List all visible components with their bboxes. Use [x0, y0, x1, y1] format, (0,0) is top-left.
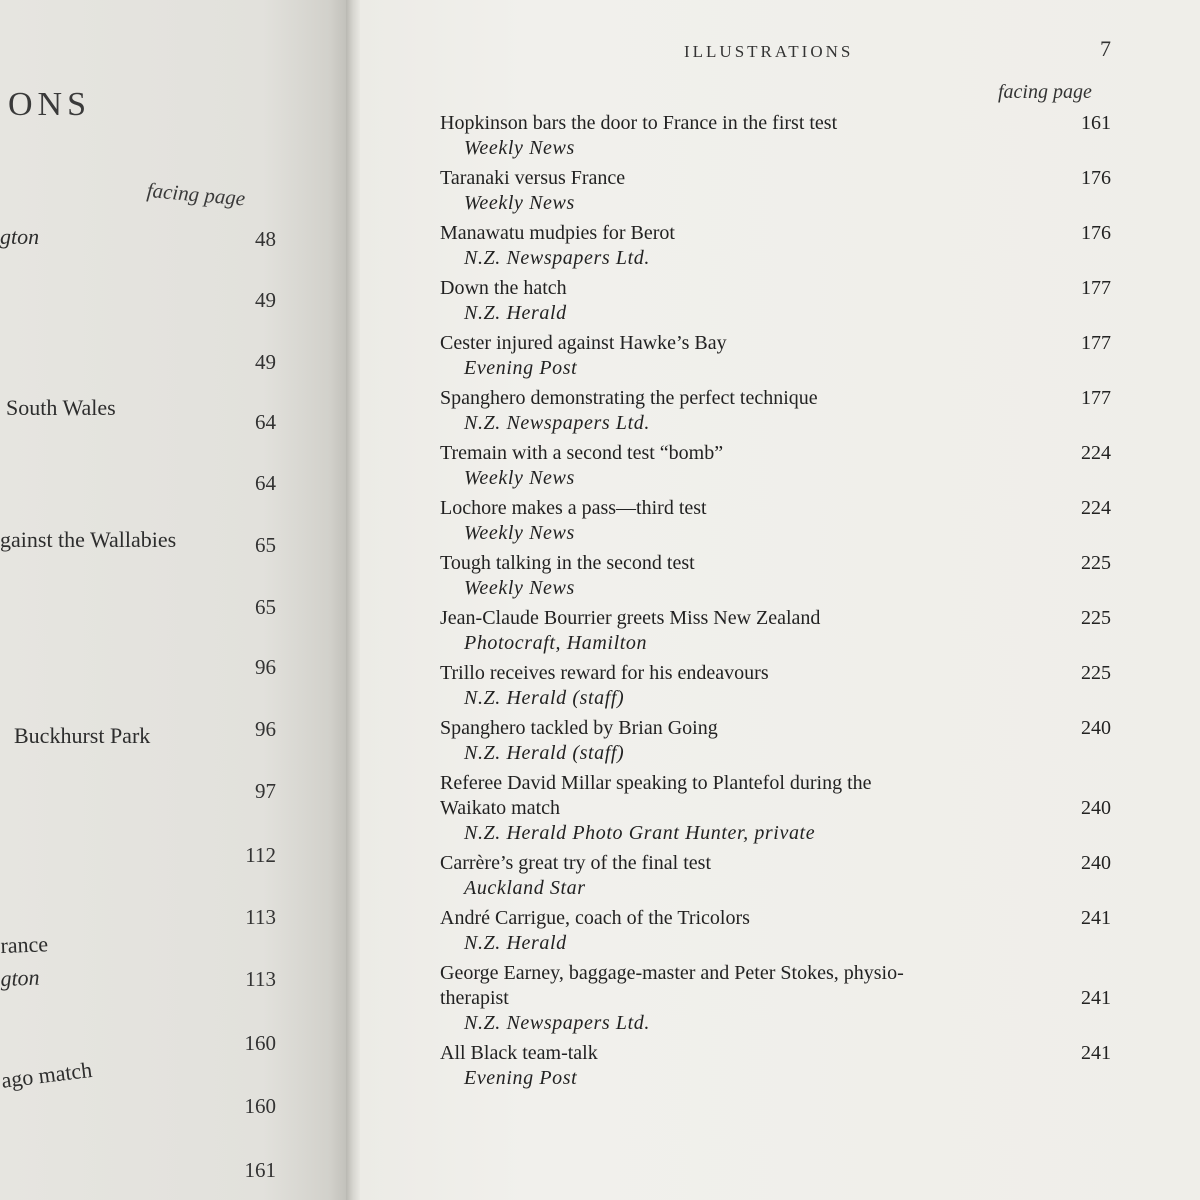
left-entry-page-number: 65: [255, 533, 276, 557]
photo-credit: Evening Post: [464, 357, 578, 379]
illustration-entry: [440, 606, 1115, 656]
left-entry-page-number: 49: [255, 350, 276, 374]
photo-credit: N.Z. Newspapers Ltd.: [464, 412, 650, 434]
illustration-entry: [440, 771, 1115, 846]
left-page-heading: ONS: [8, 86, 92, 123]
illustration-title: Tremain with a second test “bomb”: [440, 442, 724, 464]
left-entry-text: Buckhurst Park: [14, 723, 151, 748]
illustration-title: Spanghero demonstrating the perfect technique: [440, 387, 818, 409]
illustration-title: André Carrigue, coach of the Tricolors: [440, 907, 750, 929]
photo-credit: Weekly News: [464, 137, 575, 159]
left-entry-page-number: 96: [255, 717, 276, 741]
facing-page-number: 176: [1081, 167, 1111, 189]
facing-page-number: 241: [1081, 1042, 1111, 1064]
illustration-title-row: [440, 551, 1115, 576]
facing-page-number: 224: [1081, 497, 1111, 519]
left-entry-page-number: 64: [255, 471, 276, 495]
illustration-title-row: [440, 1041, 1115, 1066]
illustration-title: Lochore makes a pass—third test: [440, 497, 707, 519]
facing-page-number: 240: [1081, 717, 1111, 739]
illustration-title-row: [440, 111, 1115, 136]
illustration-title-row: [440, 606, 1115, 631]
facing-page-number: 224: [1081, 442, 1111, 464]
left-entry-page-number: 112: [245, 843, 276, 867]
illustration-title-row: [440, 276, 1115, 301]
left-entry-page-number: 65: [255, 595, 276, 619]
left-entry-page-number: 97: [255, 779, 276, 803]
left-entry-page-number: 161: [244, 1158, 276, 1182]
left-entry-page-number: 64: [255, 410, 276, 434]
illustration-title: Referee David Millar speaking to Plantefol during the: [440, 772, 872, 794]
illustration-title-row: [440, 716, 1115, 741]
illustration-title-row: [440, 496, 1115, 521]
illustration-title: Carrère’s great try of the final test: [440, 852, 711, 874]
photo-credit: Photocraft, Hamilton: [464, 632, 648, 654]
left-entry-page-number: 113: [245, 967, 276, 991]
facing-page-number: 176: [1081, 222, 1111, 244]
illustration-title: Spanghero tackled by Brian Going: [440, 717, 718, 739]
left-page: [0, 0, 350, 1200]
facing-page-number: 225: [1081, 662, 1111, 684]
illustration-entry: [440, 166, 1115, 216]
facing-page-number: 225: [1081, 607, 1111, 629]
illustration-entry: [440, 851, 1115, 901]
illustration-entry: [440, 331, 1115, 381]
illustration-entry: [440, 961, 1115, 1036]
illustration-title-row: [440, 441, 1115, 466]
left-entry-page-number: 49: [255, 288, 276, 312]
left-entry-text: rance: [0, 931, 49, 958]
illustration-entry: [440, 551, 1115, 601]
facing-page-number: 177: [1081, 332, 1111, 354]
facing-page-number: 240: [1081, 797, 1111, 819]
illustration-title-row: [440, 331, 1115, 356]
illustration-title-row: [440, 661, 1115, 686]
illustration-title-row: [440, 986, 1115, 1011]
illustration-title: Taranaki versus France: [440, 167, 626, 189]
left-entry-text: South Wales: [6, 395, 116, 420]
facing-page-number: 161: [1081, 112, 1111, 134]
illustration-title: All Black team-talk: [440, 1042, 598, 1064]
photo-credit: N.Z. Newspapers Ltd.: [464, 247, 650, 269]
photo-credit: Weekly News: [464, 467, 575, 489]
illustration-entry: [440, 716, 1115, 766]
illustration-title-row: [440, 771, 1115, 796]
illustration-title: Tough talking in the second test: [440, 552, 695, 574]
photo-credit: Weekly News: [464, 522, 575, 544]
illustration-title: Down the hatch: [440, 277, 567, 299]
illustration-title-row: [440, 851, 1115, 876]
photo-credit: Evening Post: [464, 1067, 578, 1089]
photo-credit: N.Z. Herald (staff): [464, 742, 625, 764]
illustrations-list: [440, 111, 1115, 1096]
left-entry-page-number: 113: [245, 905, 276, 929]
left-entry-page-number: 96: [255, 655, 276, 679]
illustration-title-row: [440, 221, 1115, 246]
facing-page-number: 240: [1081, 852, 1111, 874]
illustration-title: Manawatu mudpies for Berot: [440, 222, 675, 244]
left-page-facing-label: facing page: [145, 178, 247, 211]
facing-page-number: 177: [1081, 277, 1111, 299]
illustration-entry: [440, 276, 1115, 326]
photo-credit: Auckland Star: [464, 877, 586, 899]
illustration-title-row: [440, 166, 1115, 191]
illustration-title: therapist: [440, 987, 509, 1009]
running-header: ILLUSTRATIONS: [684, 42, 854, 61]
photo-credit: N.Z. Newspapers Ltd.: [464, 1012, 650, 1034]
illustration-title-row: [440, 796, 1115, 821]
illustration-entry: [440, 111, 1115, 161]
left-entry-page-number: 160: [244, 1031, 276, 1055]
facing-page-number: 241: [1081, 907, 1111, 929]
illustration-entry: [440, 386, 1115, 436]
left-entry-page-number: 160: [244, 1094, 276, 1118]
illustration-title-row: [440, 961, 1115, 986]
illustration-title-row: [440, 386, 1115, 411]
facing-page-number: 177: [1081, 387, 1111, 409]
left-entry-text: ago match: [0, 1056, 94, 1093]
photo-credit: N.Z. Herald (staff): [464, 687, 625, 709]
illustration-entry: [440, 1041, 1115, 1091]
illustration-title: Cester injured against Hawke’s Bay: [440, 332, 727, 354]
photo-credit: N.Z. Herald: [464, 932, 567, 954]
illustration-title: Jean-Claude Bourrier greets Miss New Zealand: [440, 607, 821, 629]
illustration-title: Trillo receives reward for his endeavours: [440, 662, 769, 684]
illustration-entry: [440, 906, 1115, 956]
photo-credit: Weekly News: [464, 577, 575, 599]
illustration-title: Hopkinson bars the door to France in the first test: [440, 112, 838, 134]
facing-page-label: facing page: [998, 81, 1092, 103]
facing-page-number: 225: [1081, 552, 1111, 574]
facing-page-number: 241: [1081, 987, 1111, 1009]
illustration-title: Waikato match: [440, 797, 561, 819]
page-number: 7: [1100, 36, 1111, 61]
left-entry-text: gton: [0, 964, 40, 991]
illustration-entry: [440, 221, 1115, 271]
left-entry-text: gton: [0, 224, 40, 249]
illustration-entry: [440, 441, 1115, 491]
illustration-title: George Earney, baggage-master and Peter Stokes, physio-: [440, 962, 904, 984]
illustration-title-row: [440, 906, 1115, 931]
left-entry-text: gainst the Wallabies: [0, 527, 177, 552]
illustration-entry: [440, 496, 1115, 546]
illustration-entry: [440, 661, 1115, 711]
photo-credit: N.Z. Herald Photo Grant Hunter, private: [464, 822, 816, 844]
photo-credit: Weekly News: [464, 192, 575, 214]
left-entry-page-number: 48: [255, 227, 276, 251]
photo-credit: N.Z. Herald: [464, 302, 567, 324]
